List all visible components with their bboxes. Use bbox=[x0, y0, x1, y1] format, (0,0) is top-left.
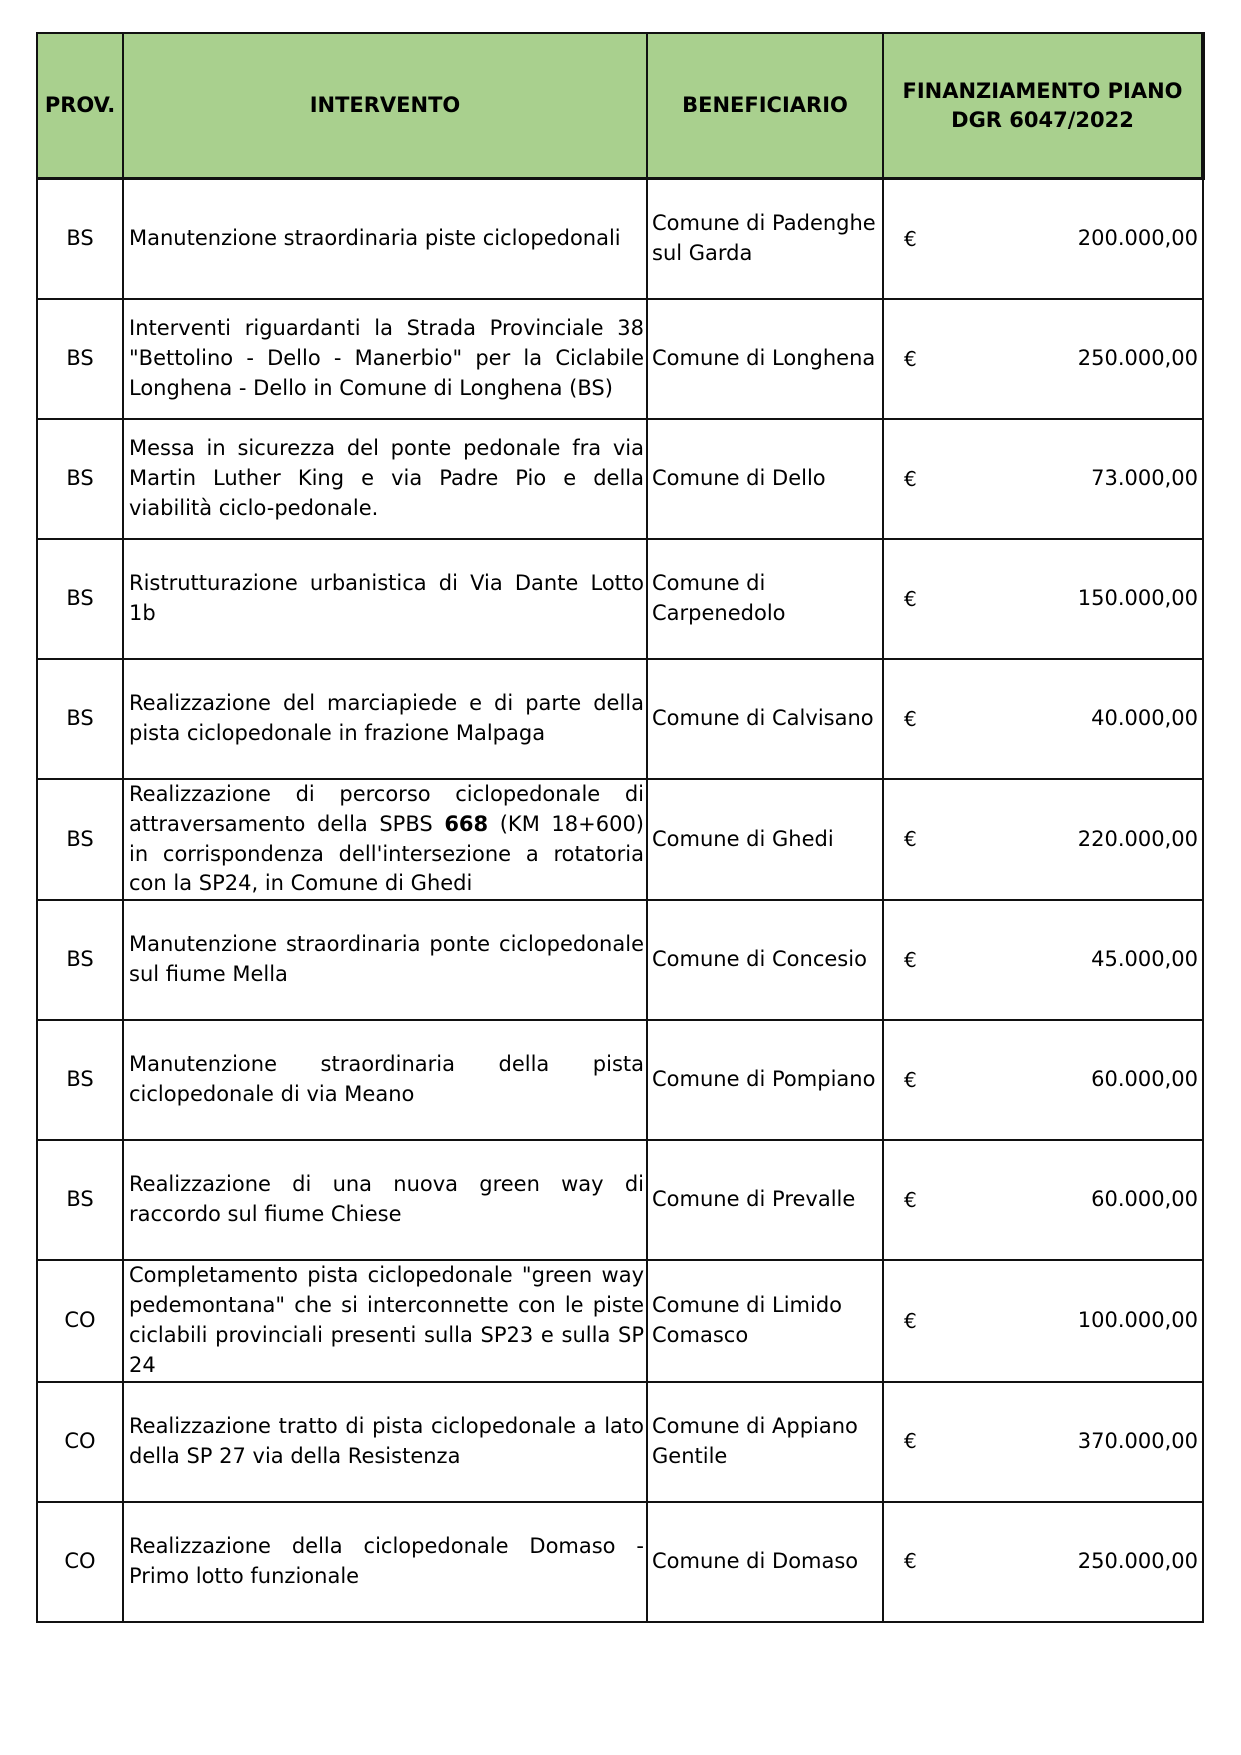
header-beneficiario: BENEFICIARIO bbox=[647, 33, 883, 179]
cell-beneficiario: Comune di Domaso bbox=[647, 1502, 883, 1622]
cell-beneficiario: Comune di Ghedi bbox=[647, 779, 883, 900]
cell-beneficiario: Comune di Calvisano bbox=[647, 659, 883, 779]
amount-value: 60.000,00 bbox=[1091, 1067, 1198, 1092]
cell-finanziamento bbox=[883, 1260, 1203, 1381]
currency-symbol: € bbox=[904, 226, 917, 251]
currency-symbol: € bbox=[904, 706, 917, 731]
cell-finanziamento bbox=[883, 1020, 1203, 1140]
cell-intervento bbox=[123, 779, 647, 900]
cell-prov: CO bbox=[37, 1260, 123, 1381]
cell-finanziamento bbox=[883, 539, 1203, 659]
cell-beneficiario: Comune di Appiano Gentile bbox=[647, 1382, 883, 1502]
amount-value: 100.000,00 bbox=[1077, 1307, 1198, 1332]
cell-beneficiario: Comune di Dello bbox=[647, 419, 883, 539]
amount-value: 60.000,00 bbox=[1091, 1187, 1198, 1212]
cell-prov: BS bbox=[37, 1020, 123, 1140]
amount-value: 73.000,00 bbox=[1091, 466, 1198, 491]
cell-prov: BS bbox=[37, 659, 123, 779]
currency-symbol: € bbox=[904, 827, 917, 852]
table-row bbox=[37, 539, 1203, 659]
header-intervento: INTERVENTO bbox=[123, 33, 647, 179]
header-row bbox=[37, 33, 1203, 179]
cell-intervento: Manutenzione straordinaria ponte ciclopedonale sul fiume Mella bbox=[123, 900, 647, 1020]
amount-value: 220.000,00 bbox=[1077, 826, 1198, 851]
cell-intervento: Completamento pista ciclopedonale "green way pedemontana" che si interconnette con le piste ciclabili provinciali presenti sulla SP23 e sulla SP 24 bbox=[123, 1260, 647, 1381]
intervento-text: (KM 18+600) in corrispondenza dell'intersezione a rotatoria con la SP24, in Comune di Ghedi bbox=[129, 811, 645, 896]
cell-finanziamento bbox=[883, 1140, 1203, 1260]
amount-value: 40.000,00 bbox=[1091, 706, 1198, 731]
cell-prov: BS bbox=[37, 539, 123, 659]
cell-intervento: Realizzazione tratto di pista ciclopedonale a lato della SP 27 via della Resistenza bbox=[123, 1382, 647, 1502]
cell-finanziamento bbox=[883, 419, 1203, 539]
cell-prov: BS bbox=[37, 1140, 123, 1260]
cell-beneficiario: Comune di Pompiano bbox=[647, 1020, 883, 1140]
cell-beneficiario: Comune di Carpenedolo bbox=[647, 539, 883, 659]
amount-value: 250.000,00 bbox=[1077, 1548, 1198, 1573]
currency-symbol: € bbox=[904, 1188, 917, 1213]
table-row bbox=[37, 1020, 1203, 1140]
cell-beneficiario: Comune di Padenghe sul Garda bbox=[647, 179, 883, 300]
table-row bbox=[37, 1382, 1203, 1502]
header-prov: PROV. bbox=[37, 33, 123, 179]
cell-intervento: Realizzazione della ciclopedonale Domaso - Primo lotto funzionale bbox=[123, 1502, 647, 1622]
cell-intervento: Messa in sicurezza del ponte pedonale fra via Martin Luther King e via Padre Pio e della viabilità ciclo-pedonale. bbox=[123, 419, 647, 539]
currency-symbol: € bbox=[904, 1308, 917, 1333]
cell-prov: BS bbox=[37, 179, 123, 300]
cell-beneficiario: Comune di Prevalle bbox=[647, 1140, 883, 1260]
cell-beneficiario: Comune di Concesio bbox=[647, 900, 883, 1020]
currency-symbol: € bbox=[904, 1068, 917, 1093]
currency-symbol: € bbox=[904, 948, 917, 973]
cell-prov: CO bbox=[37, 1382, 123, 1502]
cell-prov: BS bbox=[37, 779, 123, 900]
cell-finanziamento bbox=[883, 900, 1203, 1020]
cell-intervento: Realizzazione di una nuova green way di raccordo sul fiume Chiese bbox=[123, 1140, 647, 1260]
cell-prov: BS bbox=[37, 900, 123, 1020]
table-row bbox=[37, 1140, 1203, 1260]
table-row bbox=[37, 299, 1203, 419]
cell-intervento: Realizzazione del marciapiede e di parte della pista ciclopedonale in frazione Malpaga bbox=[123, 659, 647, 779]
intervento-text: Realizzazione di percorso ciclopedonale di attraversamento della SPBS bbox=[129, 782, 644, 836]
cell-finanziamento bbox=[883, 1502, 1203, 1622]
header-finanziamento: FINANZIAMENTO PIANO DGR 6047/2022 bbox=[883, 33, 1203, 179]
table-row bbox=[37, 779, 1203, 900]
cell-beneficiario: Comune di Longhena bbox=[647, 299, 883, 419]
amount-value: 150.000,00 bbox=[1077, 586, 1198, 611]
amount-value: 200.000,00 bbox=[1077, 226, 1198, 251]
cell-beneficiario: Comune di Limido Comasco bbox=[647, 1260, 883, 1381]
cell-finanziamento bbox=[883, 659, 1203, 779]
table-body bbox=[37, 179, 1203, 1622]
cell-intervento: Ristrutturazione urbanistica di Via Dante Lotto 1b bbox=[123, 539, 647, 659]
cell-finanziamento bbox=[883, 1382, 1203, 1502]
cell-intervento: Manutenzione straordinaria della pista ciclopedonale di via Meano bbox=[123, 1020, 647, 1140]
amount-value: 45.000,00 bbox=[1091, 947, 1198, 972]
cell-intervento: Interventi riguardanti la Strada Provinciale 38 "Bettolino - Dello - Manerbio" per la Ciclabile Longhena - Dello in Comune di Longhena (BS) bbox=[123, 299, 647, 419]
currency-symbol: € bbox=[904, 1549, 917, 1574]
table-row bbox=[37, 179, 1203, 300]
amount-value: 250.000,00 bbox=[1077, 346, 1198, 371]
cell-prov: CO bbox=[37, 1502, 123, 1622]
cell-finanziamento bbox=[883, 779, 1203, 900]
currency-symbol: € bbox=[904, 466, 917, 491]
table-row bbox=[37, 659, 1203, 779]
table-row bbox=[37, 1502, 1203, 1622]
cell-intervento: Manutenzione straordinaria piste ciclopedonali bbox=[123, 179, 647, 300]
table-row bbox=[37, 1260, 1203, 1381]
funding-table bbox=[36, 32, 1205, 1623]
table-row bbox=[37, 419, 1203, 539]
currency-symbol: € bbox=[904, 346, 917, 371]
cell-finanziamento bbox=[883, 179, 1203, 300]
cell-prov: BS bbox=[37, 299, 123, 419]
currency-symbol: € bbox=[904, 1429, 917, 1454]
table-row bbox=[37, 900, 1203, 1020]
road-number: 668 bbox=[444, 811, 489, 836]
cell-prov: BS bbox=[37, 419, 123, 539]
cell-finanziamento bbox=[883, 299, 1203, 419]
amount-value: 370.000,00 bbox=[1077, 1428, 1198, 1453]
currency-symbol: € bbox=[904, 586, 917, 611]
